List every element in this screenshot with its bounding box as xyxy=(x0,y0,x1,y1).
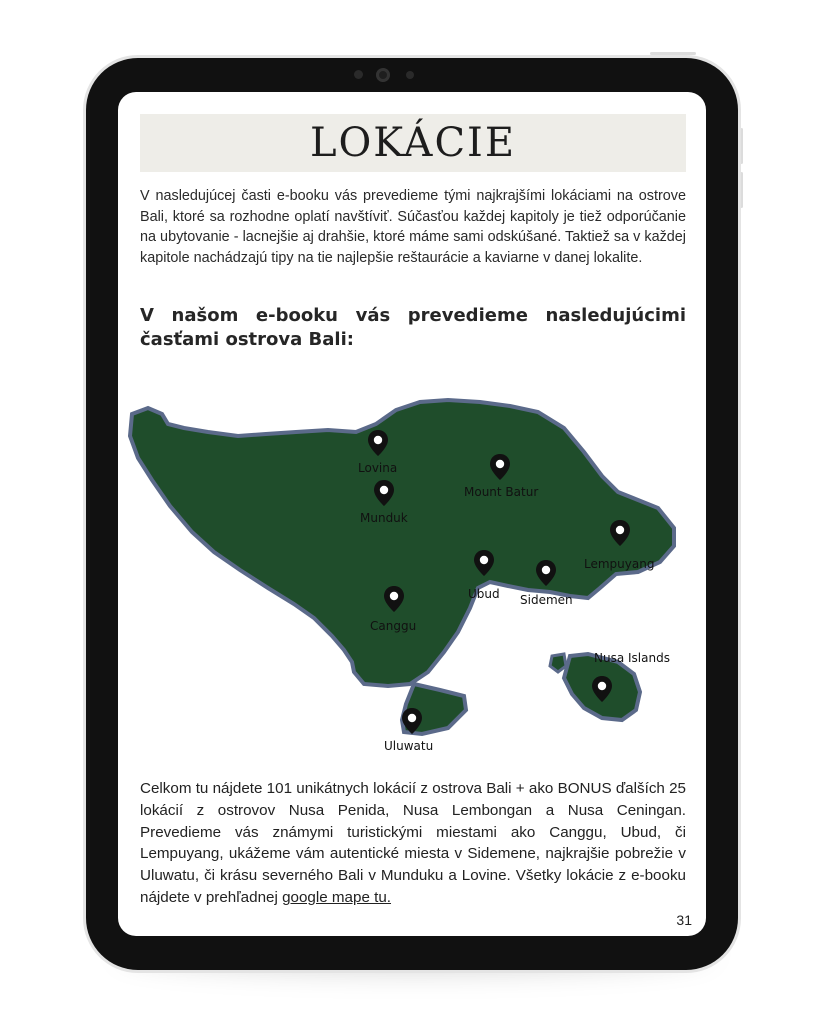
intro-paragraph: V nasledujúcej časti e-booku vás prevedieme tými najkrajšími lokáciami na ostrove Bali, ktoré sa rozhodne oplatí navštíviť. Súčasťou každej kapitoly je tiež odporúčanie na ubytovanie - lacnejšie aj drahšie, ktoré máme sami odskúšané. Taktiež sa v každej kapitole nachádzajú tipy na tie najlepšie reštaurácie a kaviarne v danej lokalite. xyxy=(140,188,686,266)
map-label-mount-batur: Mount Batur xyxy=(464,485,539,499)
camera-bar xyxy=(354,68,418,82)
map-label-canggu: Canggu xyxy=(370,619,417,633)
map-label-ubud: Ubud xyxy=(468,587,500,601)
outro-paragraph xyxy=(140,778,686,909)
map-label-lempuyang: Lempuyang xyxy=(584,557,655,571)
page-number: 31 xyxy=(676,912,692,928)
map-label-munduk: Munduk xyxy=(360,511,408,525)
google-map-link[interactable]: google mape tu. xyxy=(282,888,392,906)
bali-map xyxy=(118,392,706,764)
power-button xyxy=(650,52,696,55)
outro-text: Celkom tu nájdete 101 unikátnych lokácií z ostrova Bali + ako BONUS ďalších 25 lokácií z ostrovov Nusa Penida, Nusa Lembongan a Nusa Ceningan. Prevedieme vás známymi turistickými miestami ako Canggu, Ubud, či Lempuyang, ukážeme vám autentické miesta v Sidemene, najkrajšie pobrežie v Uluwatu, či krásu severného Bali v Munduku a Lovine. Všetky lokácie z e-booku nájdete v prehľadnej xyxy=(140,780,686,906)
volume-down-button xyxy=(740,172,743,208)
title-band xyxy=(140,114,686,172)
map-label-lovina: Lovina xyxy=(358,461,398,475)
sensor-icon xyxy=(354,70,363,79)
nusa-small-islet xyxy=(550,654,566,672)
sensor-icon xyxy=(406,71,414,79)
bali-island xyxy=(130,400,674,686)
map-label-nusa-islands: Nusa Islands xyxy=(594,651,670,665)
map-label-sidemen: Sidemen xyxy=(520,593,573,607)
map-label-uluwatu: Uluwatu xyxy=(384,739,434,753)
ebook-page[interactable] xyxy=(118,92,706,936)
camera-icon xyxy=(376,68,390,82)
section-heading: V našom e-booku vás prevedieme nasledujúcimi časťami ostrova Bali: xyxy=(140,305,686,350)
page-title: LOKÁCIE xyxy=(309,120,517,166)
volume-up-button xyxy=(740,128,743,164)
